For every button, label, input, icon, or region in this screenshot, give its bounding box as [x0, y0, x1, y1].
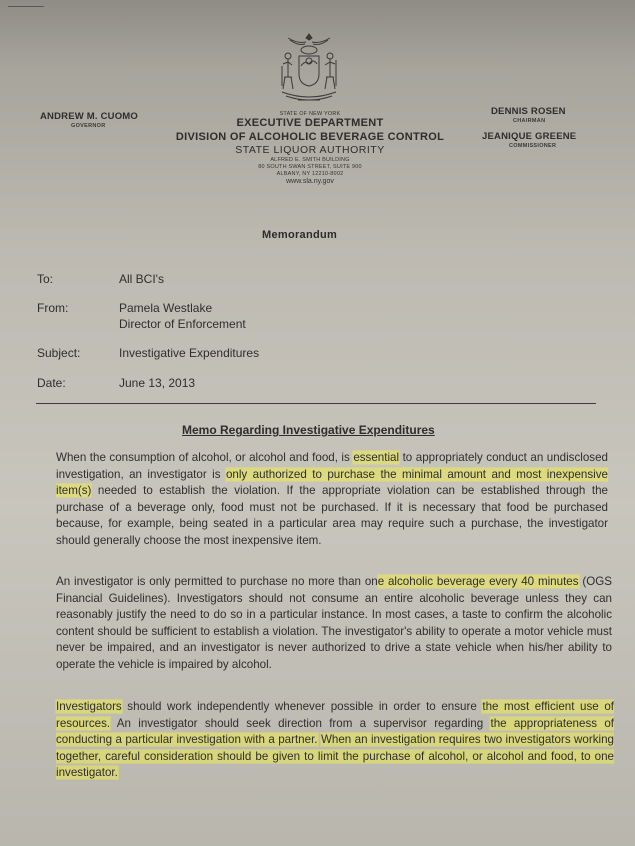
- highlighted-text: the appropriateness of conducting a particular investigation with a partner.: [56, 716, 615, 747]
- paragraph-text: should work independently whenever possible in order to ensure: [121, 700, 483, 713]
- paragraph-text: An investigator is only permitted to purchase no more than on: [56, 575, 378, 588]
- website: www.sla.ny.gov: [286, 178, 334, 185]
- division-line: DIVISION OF ALCOHOLIC BEVERAGE CONTROL: [175, 131, 445, 143]
- state-seal-icon: [268, 30, 350, 108]
- to-value: All BCI's: [119, 272, 164, 286]
- paragraph-text: (OGS Financial Guidelines). Investigators should not consume an entire alcoholic beverage unless they can reasonably justify the need to do so in a particular instance. In most cases, a taste to confirm the alcoholic content should be sufficient to establish a violation. The investigator's ability to operate a motor vehicle must never be impaired, and an investigator is never authorized to drive a state vehicle when his/her ability to operate the vehicle is impaired by alcohol.: [56, 575, 612, 671]
- address-line-3: ALBANY, NY 12210-8002: [276, 171, 344, 177]
- paragraph-text: An investigator should seek direction from a supervisor regarding: [110, 716, 491, 730]
- from-label: From:: [37, 301, 69, 315]
- authority-line: STATE LIQUOR AUTHORITY: [235, 144, 385, 156]
- date-label: Date:: [37, 376, 66, 390]
- paragraph-consumption: [56, 450, 608, 550]
- chairman-title: CHAIRMAN: [513, 118, 546, 124]
- subject-label: Subject:: [37, 346, 81, 360]
- highlighted-text: When an investigation requires two investigators working together, careful consideration should be given to limit the purchase of alcohol, or alcohol and food, to one investigator.: [56, 733, 614, 780]
- governor-name: ANDREW M. CUOMO: [40, 111, 138, 122]
- commissioner-title: COMMISSIONER: [509, 143, 557, 149]
- state-line: STATE OF NEW YORK: [279, 111, 341, 117]
- from-value-name: Pamela Westlake: [119, 301, 213, 315]
- date-value: June 13, 2013: [119, 376, 196, 390]
- highlighted-text: only authorized to purchase the minimal amount and most inexpensive item(s): [56, 467, 608, 498]
- memo-title: Memorandum: [262, 229, 338, 241]
- memo-heading: Memo Regarding Investigative Expenditures: [182, 423, 435, 437]
- paragraph-text: to appropriately conduct an undisclosed investigation, an investigator is: [56, 451, 608, 481]
- address-line-1: ALFRED E. SMITH BUILDING: [270, 157, 350, 163]
- divider-rule: [36, 403, 596, 404]
- highlighted-text: Investigators: [56, 700, 122, 713]
- paragraph-text: When the consumption of alcohol, or alcohol and food, is: [56, 451, 354, 464]
- paragraph-text: needed to establish the violation. If the appropriate violation can be established through the purchase of a beverage only, food must not be purchased. If it is necessary that food be purchased because, for example, being seated in a particular area may require such a purchase, the investigator should generally choose the most inexpensive item.: [56, 484, 608, 547]
- from-value-title: Director of Enforcement: [119, 317, 246, 331]
- corner-mark: [8, 6, 44, 7]
- highlighted-text: essential: [353, 451, 400, 464]
- chairman-name: DENNIS ROSEN: [491, 106, 566, 117]
- governor-title: GOVERNOR: [71, 123, 106, 129]
- letterhead: [150, 111, 470, 185]
- highlighted-text: e alcoholic beverage every 40 minutes: [377, 575, 579, 588]
- paragraph-purchase-limit: [56, 574, 612, 674]
- to-label: To:: [37, 272, 54, 286]
- address-line-2: 80 SOUTH SWAN STREET, SUITE 900: [258, 164, 362, 170]
- paragraph-resources: [56, 699, 614, 782]
- commissioner-name: JEANIQUE GREENE: [482, 131, 577, 142]
- highlighted-text: the most efficient use of resources.: [56, 700, 614, 730]
- subject-value: Investigative Expenditures: [119, 346, 260, 360]
- department-line: EXECUTIVE DEPARTMENT: [236, 117, 384, 129]
